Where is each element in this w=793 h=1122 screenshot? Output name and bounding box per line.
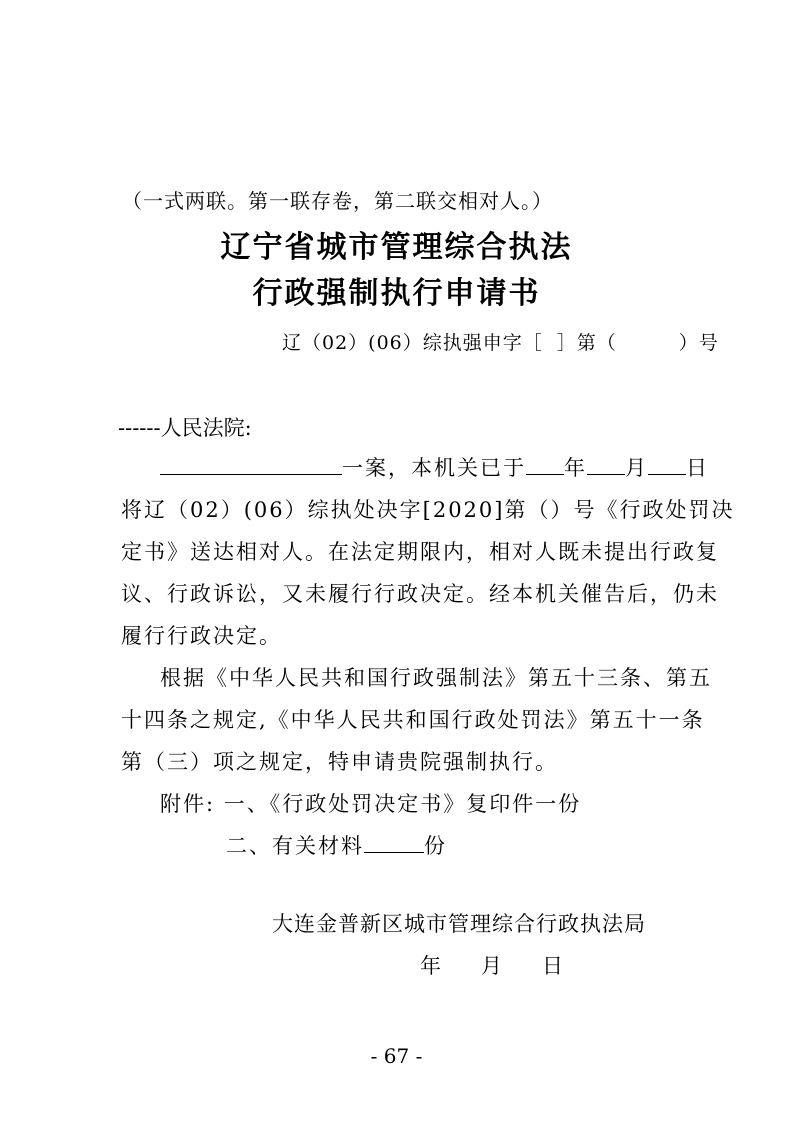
body-line-8: 第（三）项之规定，特申请贵院强制执行。 (121, 750, 558, 774)
doc-number-suffix: ）号 (678, 332, 719, 354)
body-line-7: 十四条之规定,《中华人民共和国行政处罚法》第五十一条 (121, 708, 705, 732)
sign-day-label: 日 (542, 954, 563, 978)
day-label: 日 (686, 456, 709, 480)
attachment-item-1: 附件: 一、《行政处罚决定书》复印件一份 (160, 792, 582, 816)
year-blank (526, 454, 564, 475)
case-name-blank (160, 454, 342, 475)
sign-year-label: 年 (420, 954, 441, 978)
day-blank (648, 454, 686, 475)
page-number: - 67 - (370, 1044, 423, 1068)
body-line-1 (160, 452, 709, 482)
issuing-authority: 大连金普新区城市管理综合行政执法局 (272, 912, 646, 936)
document-title-line1: 辽宁省城市管理综合执法 (220, 230, 573, 265)
attachment-item-2 (226, 830, 447, 860)
document-title-line2: 行政强制执行申请书 (252, 276, 541, 311)
body-line-3: 定书》送达相对人。在法定期限内，相对人既未提出行政复 (121, 540, 719, 564)
body-line-6: 根据《中华人民共和国行政强制法》第五十三条、第五 (160, 666, 712, 690)
signature-date (420, 950, 563, 980)
copy-instruction-note: （一式两联。第一联存卷，第二联交相对人。） (122, 189, 553, 213)
attachment-item-2-label: 二、有关材料 (226, 834, 364, 858)
year-label: 年 (564, 456, 587, 480)
document-number (282, 328, 719, 355)
body-line-5: 履行行政决定。 (121, 624, 282, 648)
court-addressee: ------人民法院: (118, 416, 252, 440)
sign-month-label: 月 (481, 954, 502, 978)
body-line-1-text: 一案，本机关已于 (342, 456, 526, 480)
body-line-2: 将辽（02）(06）综执处决字[2020]第（）号《行政处罚决 (121, 498, 735, 522)
doc-number-middle: ］第（ (556, 332, 617, 354)
attachment-item-2-unit: 份 (424, 834, 447, 858)
body-line-4: 议、行政诉讼，又未履行行政决定。经本机关催告后，仍未 (121, 582, 719, 606)
month-label: 月 (625, 456, 648, 480)
copies-blank (364, 832, 424, 853)
doc-number-prefix: 辽（02）(06）综执强申字［ (282, 332, 543, 354)
month-blank (587, 454, 625, 475)
